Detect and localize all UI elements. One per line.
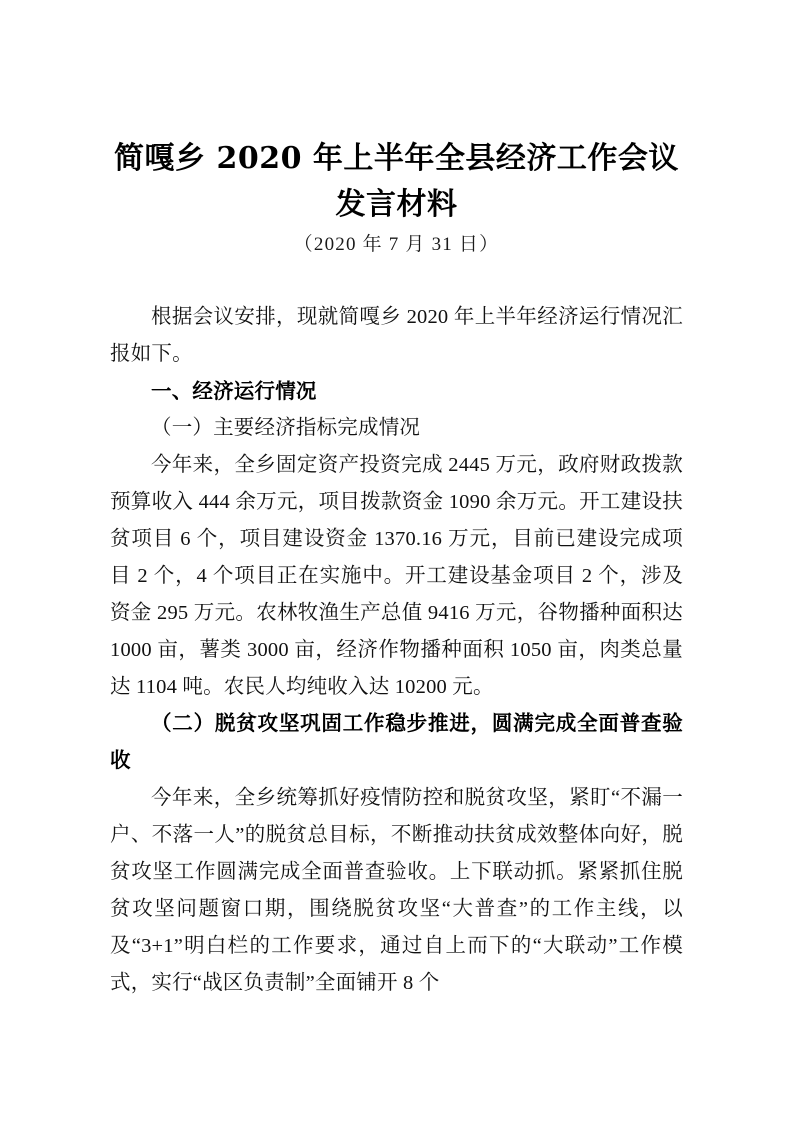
date-block bbox=[110, 228, 683, 262]
title-block bbox=[110, 136, 683, 228]
subsection-heading-1-1: （一）主要经济指标完成情况 bbox=[151, 417, 421, 439]
subsection-paragraph-1-1: 今年来，全乡固定资产投资完成 2445 万元，政府财政拨款预算收入 444 余万元，项目拨款资金 1090 余万元。开工建设扶贫项目 6 个，项目建设资金 1370.16 万元，目前已建设完成项目 2 个，4 个项目正在实施中。开工建设基金项目 2 个，涉及资金 295 万元。农林牧渔生产总值 9416 万元，谷物播种面积达 1000 亩，薯类 3000 亩，经济作物播种面积 1050 亩，肉类总量达 1104 吨。农民人均纯收入达 10200 元。 bbox=[110, 454, 683, 698]
subsection-paragraph-1-2: 今年来，全乡统筹抓好疫情防控和脱贫攻坚，紧盯“不漏一户、不落一人”的脱贫总目标，不断推动扶贫成效整体向好，脱贫攻坚工作圆满完成全面普查验收。上下联动抓。紧紧抓住脱贫攻坚问题窗口期，围绕脱贫攻坚“大普查”的工作主线，以及“3+1”明白栏的工作要求，通过自上而下的“大联动”工作模式，实行“战区负责制”全面铺开 8 个 bbox=[110, 787, 683, 994]
subsection-heading-1-2: （二）脱贫攻坚巩固工作稳步推进，圆满完成全面普查验收 bbox=[110, 713, 683, 772]
document-date: （2020 年 7 月 31 日） bbox=[293, 234, 500, 255]
document-body bbox=[110, 299, 683, 1002]
section-heading-1: 一、经济运行情况 bbox=[151, 379, 317, 403]
intro-paragraph: 根据会议安排，现就简嘎乡 2020 年上半年经济运行情况汇报如下。 bbox=[110, 306, 683, 365]
document-title: 简嘎乡 2020 年上半年全县经济工作会议发言材料 bbox=[114, 141, 679, 222]
